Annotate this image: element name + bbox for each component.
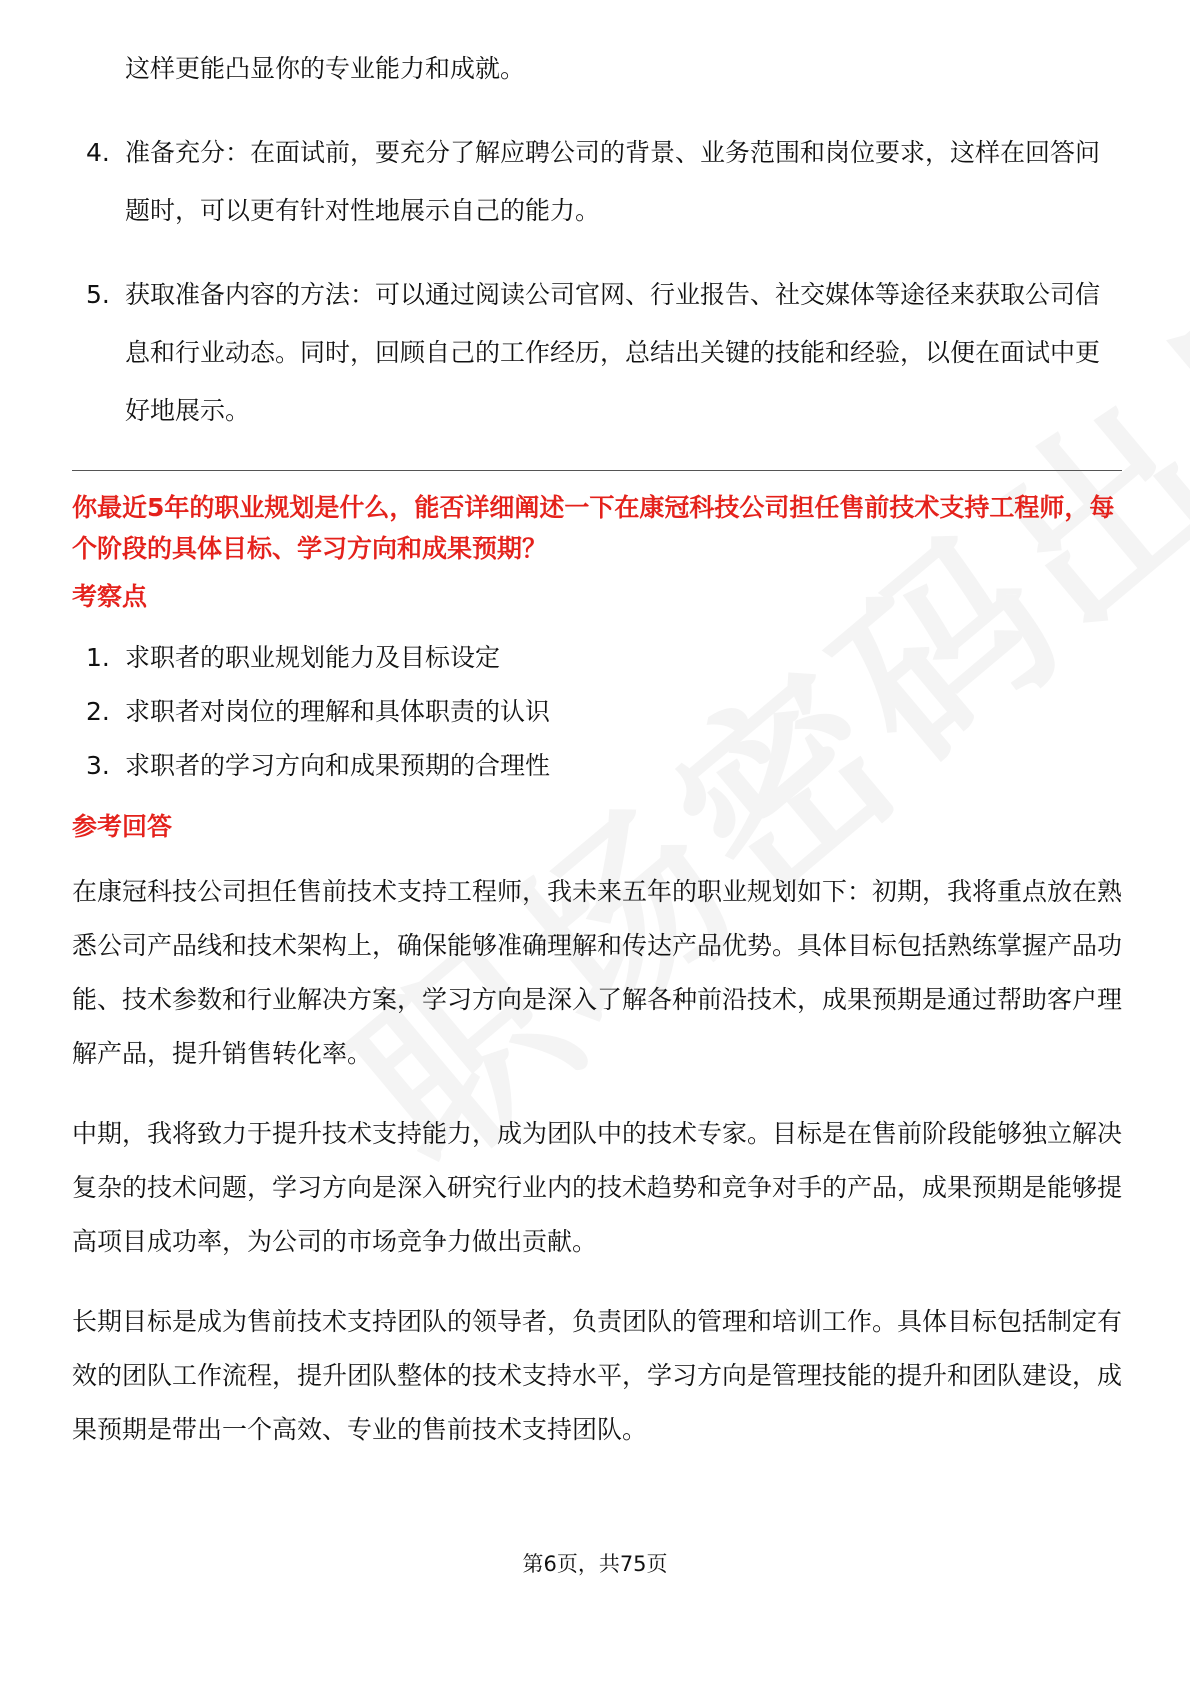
answer-paragraph: 中期，我将致力于提升技术支持能力，成为团队中的技术专家。目标是在售前阶段能够独立解决复杂的技术问题，学习方向是深入研究行业内的技术趋势和竞争对手的产品，成果预期是能够提高项目成功率，为公司的市场竞争力做出贡献。 [72,1119,1123,1256]
list-item-text: 获取准备内容的方法：可以通过阅读公司官网、行业报告、社交媒体等途径来获取公司信息和行业动态。同时，回顾自己的工作经历，总结出关键的技能和经验，以便在面试中更好地展示。 [125,280,1101,425]
continued-list-text: 这样更能凸显你的专业能力和成就。 [125,54,526,83]
interview-question: 你最近5年的职业规划是什么，能否详细阐述一下在康冠科技公司担任售前技术支持工程师，每个阶段的具体目标、学习方向和成果预期？ [72,493,1115,563]
answer-paragraph: 长期目标是成为售前技术支持团队的领导者，负责团队的管理和培训工作。具体目标包括制定有效的团队工作流程，提升团队整体的技术支持水平，学习方向是管理技能的提升和团队建设，成果预期是带出一个高效、专业的售前技术支持团队。 [72,1307,1123,1444]
list-item [72,631,1122,685]
list-item-number: 5. [86,280,110,309]
list-item [72,685,1122,739]
list-item-text: 准备充分：在面试前，要充分了解应聘公司的背景、业务范围和岗位要求，这样在回答问题时，可以更有针对性地展示自己的能力。 [125,138,1101,225]
list-item [72,124,1122,240]
exam-points-heading: 考察点 [72,582,148,611]
list-item-text: 求职者的职业规划能力及目标设定 [125,643,501,672]
answer-paragraph: 在康冠科技公司担任售前技术支持工程师，我未来五年的职业规划如下：初期，我将重点放在熟悉公司产品线和技术架构上，确保能够准确理解和传达产品优势。具体目标包括熟练掌握产品功能、技术参数和行业解决方案，学习方向是深入了解各种前沿技术，成果预期是通过帮助客户理解产品，提升销售转化率。 [72,877,1123,1068]
section-divider [72,470,1122,471]
list-item-number: 3. [86,751,110,780]
page-content [72,40,1122,1457]
exam-points-list [72,631,1122,793]
list-item-number: 4. [86,138,110,167]
list-item-number: 1. [86,643,110,672]
page-number: 第6页，共75页 [522,1552,668,1576]
list-item [72,266,1122,440]
reference-answer-heading: 参考回答 [72,812,173,841]
tips-list [72,124,1122,440]
list-item-number: 2. [86,697,110,726]
list-item-text: 求职者的学习方向和成果预期的合理性 [125,751,551,780]
list-item [72,739,1122,793]
list-item-text: 求职者对岗位的理解和具体职责的认识 [125,697,551,726]
